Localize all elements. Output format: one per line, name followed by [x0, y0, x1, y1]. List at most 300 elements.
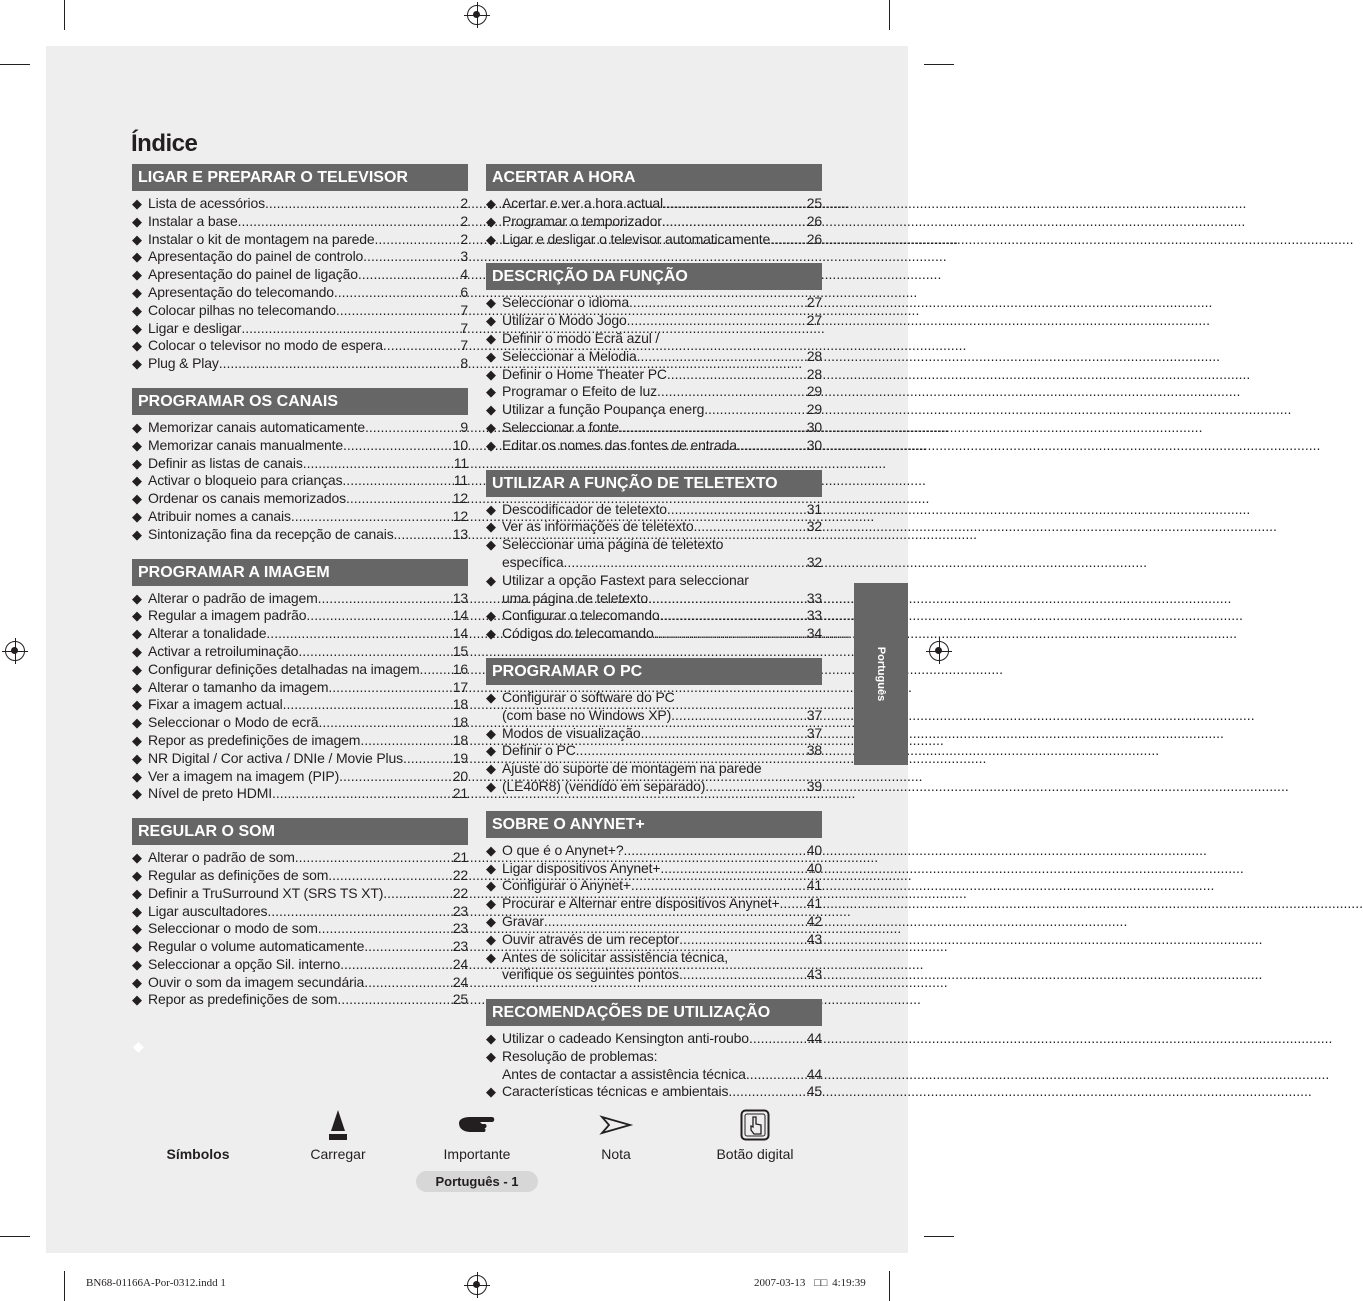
toc-entry-title: específica — [502, 553, 564, 570]
dot-leader — [619, 419, 806, 437]
toc-entry[interactable] — [132, 455, 468, 473]
toc-entry-title: Seleccionar o Modo de ecrã — [148, 714, 319, 731]
toc-section — [486, 263, 822, 454]
dot-leader — [265, 195, 459, 213]
toc-entry[interactable] — [486, 348, 822, 366]
symbol-one-touch — [685, 1108, 825, 1162]
toc-entry[interactable] — [132, 284, 468, 302]
dot-leader — [318, 714, 451, 732]
dot-leader — [660, 860, 805, 878]
toc-entry-title: Utilizar o cadeado Kensington anti-roubo — [502, 1030, 749, 1047]
toc-entry-title: Gravar — [502, 912, 544, 929]
bullet-icon: ◆ — [486, 689, 496, 705]
toc-entry[interactable] — [132, 696, 468, 714]
toc-entry-title: Sintonização fina da recepção de canais — [148, 525, 394, 542]
bullet-icon: ◆ — [486, 384, 496, 400]
toc-entry[interactable] — [486, 949, 822, 967]
toc-entry-title: Alterar o padrão de imagem — [148, 589, 318, 606]
dot-leader — [420, 661, 452, 679]
bullet-icon: ◆ — [132, 419, 142, 435]
toc-page-number: 18 — [452, 714, 468, 731]
print-slug-date — [754, 1277, 866, 1289]
toc-entry[interactable] — [132, 320, 468, 338]
toc-entry[interactable] — [132, 885, 468, 903]
toc-entry[interactable] — [132, 768, 468, 786]
toc-entry[interactable] — [486, 778, 822, 796]
bullet-icon: ◆ — [486, 231, 496, 247]
toc-entry[interactable] — [132, 419, 468, 437]
toc-entry-title: Características técnicas e ambientais — [502, 1083, 729, 1100]
toc-entry[interactable] — [486, 625, 822, 643]
toc-entry[interactable] — [132, 195, 468, 213]
toc-entry-title: Definir a TruSurround XT (SRS TS XT) — [148, 884, 384, 901]
toc-page-number: 11 — [453, 454, 468, 471]
toc-page-number: 9 — [460, 418, 468, 435]
toc-entry-title: Apresentação do painel de controlo — [148, 248, 364, 265]
toc-page-number: 40 — [806, 859, 822, 876]
toc-entry-title: Regular as definições de som — [148, 866, 329, 883]
bullet-icon: ◆ — [486, 537, 496, 553]
toc-page-number: 44 — [806, 1030, 822, 1047]
crop-mark — [924, 1236, 954, 1237]
bullet-icon: ◆ — [486, 295, 496, 311]
toc-page-number: 4 — [460, 266, 468, 283]
toc-entry-title: Acertar e ver a hora actual — [502, 195, 663, 211]
dot-leader — [728, 1083, 805, 1101]
toc-page-number: 37 — [806, 724, 822, 741]
bullet-icon: ◆ — [486, 1048, 496, 1064]
toc-page-number: 29 — [806, 383, 822, 400]
registration-mark-icon — [5, 641, 25, 661]
toc-left-column — [132, 164, 468, 1024]
toc-entry-title: Ver a imagem na imagem (PIP) — [148, 767, 340, 784]
bullet-icon: ◆ — [132, 715, 142, 731]
toc-entry[interactable] — [486, 966, 822, 984]
toc-page-number: 30 — [806, 436, 822, 453]
symbol-press — [268, 1108, 408, 1162]
toc-entry[interactable] — [132, 956, 468, 974]
toc-entry-title: Antes de contactar a assistência técnica — [502, 1065, 746, 1082]
one-touch-button-icon — [685, 1108, 825, 1142]
toc-page-number: 33 — [806, 589, 822, 606]
dot-leader — [708, 401, 806, 419]
toc-entry-title: Instalar o kit de montagem na parede — [148, 230, 375, 247]
toc-entry[interactable] — [486, 501, 822, 519]
dot-leader — [394, 526, 452, 544]
toc-entry-title: Activar a retroiluminação — [148, 642, 299, 659]
toc-entry-title: uma página de teletexto — [502, 589, 648, 606]
bullet-icon: ◆ — [132, 196, 142, 211]
dot-leader — [266, 625, 451, 643]
toc-entry-title: Configurar o Anynet+ — [502, 877, 631, 894]
toc-entry[interactable] — [486, 895, 822, 913]
symbols-legend — [0, 1108, 954, 1168]
bullet-icon: ◆ — [486, 501, 496, 517]
section-heading: LIGAR E PREPARAR O TELEVISOR — [132, 164, 468, 191]
toc-entry[interactable] — [486, 931, 822, 949]
toc-page-number: 2 — [460, 212, 468, 229]
toc-page-number: 18 — [452, 731, 468, 748]
bullet-icon: ◆ — [486, 348, 496, 364]
dot-leader — [364, 938, 452, 956]
dot-leader — [637, 348, 806, 366]
toc-entry-title: verifique os seguintes pontos — [502, 966, 679, 983]
language-tab — [854, 583, 908, 765]
toc-page-number: 34 — [806, 625, 822, 642]
toc-entry[interactable] — [486, 1066, 822, 1084]
toc-page-number: 16 — [452, 660, 468, 677]
dot-leader — [241, 320, 459, 338]
toc-entry[interactable] — [486, 401, 822, 419]
bullet-icon: ◆ — [132, 885, 142, 901]
dot-leader — [657, 383, 806, 401]
toc-entry[interactable] — [132, 526, 468, 544]
dot-leader — [219, 355, 460, 373]
toc-page-number: 44 — [806, 1065, 822, 1082]
toc-entry-title: (LE40R8) (vendido em separado) — [502, 777, 706, 794]
toc-entry-title: Repor as predefinições de imagem — [148, 731, 361, 748]
bullet-icon: ◆ — [486, 842, 496, 858]
bullet-icon: ◆ — [486, 419, 496, 435]
toc-entry-title: Lista de acessórios — [148, 195, 265, 211]
toc-entry[interactable] — [132, 750, 468, 768]
toc-entry[interactable] — [132, 266, 468, 284]
dot-leader — [342, 472, 452, 490]
toc-entry[interactable] — [486, 330, 822, 348]
toc-entry[interactable] — [486, 742, 822, 760]
toc-entry-title: Ordenar os canais memorizados — [148, 490, 346, 507]
dot-leader — [667, 366, 806, 384]
toc-entry[interactable] — [132, 607, 468, 625]
toc-page-number: 24 — [452, 955, 468, 972]
bullet-icon: ◆ — [486, 860, 496, 876]
toc-entry[interactable] — [132, 903, 468, 921]
toc-entry[interactable] — [132, 490, 468, 508]
toc-entry[interactable] — [486, 437, 822, 455]
toc-page-number: 23 — [452, 938, 468, 955]
bullet-icon: ◆ — [132, 491, 142, 507]
toc-entry[interactable] — [486, 725, 822, 743]
toc-entry-title: Fixar a imagem actual — [148, 696, 283, 713]
toc-entry-title: Alterar o tamanho da imagem — [148, 678, 329, 695]
dot-leader — [576, 742, 806, 760]
toc-entry[interactable] — [486, 842, 822, 860]
toc-entry-title: Seleccionar uma página de teletexto — [502, 536, 724, 553]
toc-entry-title: Ouvir através de um receptor — [502, 930, 680, 947]
toc-entry[interactable] — [486, 366, 822, 384]
toc-entry[interactable] — [486, 1030, 822, 1048]
toc-entry[interactable] — [132, 643, 468, 661]
toc-page-number: 8 — [460, 355, 468, 372]
toc-entry-title: Memorizar canais manualmente — [148, 436, 343, 453]
press-icon — [268, 1108, 408, 1142]
dot-leader — [667, 501, 806, 519]
toc-entry-title: Antes de solicitar assistência técnica, — [502, 948, 729, 965]
toc-entry[interactable] — [486, 294, 822, 312]
toc-entry[interactable] — [486, 760, 822, 778]
toc-entry[interactable] — [132, 732, 468, 750]
toc-page-number: 30 — [806, 418, 822, 435]
toc-entry-title: Procurar e Alternar entre dispositivos Anynet+ — [502, 895, 780, 912]
dot-leader — [627, 312, 806, 330]
toc-entry[interactable] — [132, 248, 468, 266]
toc-entry[interactable] — [132, 849, 468, 867]
toc-entry[interactable] — [486, 554, 822, 572]
toc-entry[interactable] — [486, 536, 822, 554]
dot-leader — [365, 419, 459, 437]
toc-entry[interactable] — [132, 679, 468, 697]
dot-leader — [318, 920, 452, 938]
bullet-icon: ◆ — [132, 939, 142, 955]
section-heading: SOBRE O ANYNET+ — [486, 811, 822, 838]
toc-entry-title: Ligar dispositivos Anynet+ — [502, 859, 661, 876]
dot-leader — [306, 607, 451, 625]
dot-leader — [363, 248, 459, 266]
section-heading: REGULAR O SOM — [132, 818, 468, 845]
toc-entry[interactable] — [486, 518, 822, 536]
dot-leader — [303, 455, 453, 473]
bullet-icon: ◆ — [132, 455, 142, 471]
toc-entry-title: Configurar o telecomando — [502, 607, 660, 624]
toc-entry[interactable] — [486, 383, 822, 401]
toc-right-column — [486, 164, 822, 1116]
dot-leader — [295, 849, 452, 867]
toc-entry[interactable] — [486, 572, 822, 590]
toc-page-number: 43 — [806, 930, 822, 947]
symbol-label: Botão digital — [716, 1146, 794, 1162]
toc-entry[interactable] — [486, 877, 822, 895]
toc-entry-title: Definir o modo Ecrã azul / — [502, 329, 660, 346]
toc-page-number: 7 — [460, 337, 468, 354]
toc-page-number: 23 — [452, 920, 468, 937]
print-slug-date-text: 2007-03-13 — [754, 1277, 806, 1289]
toc-entry[interactable] — [486, 689, 822, 707]
dot-leader — [679, 966, 806, 984]
toc-page-number: 26 — [806, 230, 822, 247]
toc-page-number: 2 — [460, 230, 468, 247]
toc-entry[interactable] — [132, 437, 468, 455]
dot-leader — [267, 903, 451, 921]
toc-page-number: 10 — [452, 436, 468, 453]
toc-entry-title: Seleccionar a Melodia — [502, 347, 637, 364]
print-slug-file: BN68-01166A-Por-0312.indd 1 — [86, 1277, 226, 1289]
toc-entry-title: Apresentação do painel de ligação — [148, 266, 358, 283]
toc-entry[interactable] — [132, 938, 468, 956]
dot-leader — [663, 195, 806, 213]
dot-leader — [272, 785, 452, 803]
toc-section — [486, 999, 822, 1101]
registration-mark-icon — [467, 1275, 487, 1295]
toc-page-number: 33 — [806, 607, 822, 624]
toc-entry-title: Resolução de problemas: — [502, 1047, 658, 1064]
print-slug-time: 4:19:39 — [832, 1277, 866, 1289]
toc-entry[interactable] — [486, 913, 822, 931]
dot-leader — [358, 266, 459, 284]
bullet-icon: ◆ — [132, 956, 142, 972]
crop-mark — [889, 0, 890, 30]
toc-entry-title: Ouvir o som da imagem secundária — [148, 973, 365, 990]
dot-leader — [648, 590, 806, 608]
crop-mark — [924, 64, 954, 65]
dot-leader — [780, 895, 806, 913]
section-heading: PROGRAMAR O PC — [486, 658, 822, 685]
toc-entry[interactable] — [132, 213, 468, 231]
dot-leader — [334, 284, 460, 302]
toc-section — [132, 818, 468, 1009]
bullet-icon: ◆ — [486, 743, 496, 759]
pointing-hand-icon — [407, 1108, 547, 1142]
dot-leader — [343, 437, 452, 455]
toc-entry-title: Ligar e desligar — [148, 319, 242, 336]
toc-page-number: 12 — [452, 507, 468, 524]
bullet-icon: ◆ — [132, 249, 142, 265]
bullet-icon: ◆ — [132, 850, 142, 866]
toc-entry[interactable] — [132, 867, 468, 885]
toc-page-number: 19 — [452, 749, 468, 766]
toc-entry-title: Regular o volume automaticamente — [148, 938, 365, 955]
toc-entry-title: Códigos do telecomando — [502, 625, 654, 642]
bullet-icon: ◆ — [132, 608, 142, 624]
toc-entry[interactable] — [132, 302, 468, 320]
bullet-icon: ◆ — [486, 626, 496, 642]
toc-page-number: 22 — [452, 866, 468, 883]
toc-entry[interactable] — [132, 508, 468, 526]
toc-entry-title: Utilizar o Modo Jogo — [502, 312, 627, 329]
toc-page-number: 12 — [452, 490, 468, 507]
section-heading: PROGRAMAR A IMAGEM — [132, 559, 468, 586]
toc-entry[interactable] — [132, 355, 468, 373]
dot-leader — [298, 643, 451, 661]
toc-page-number: 6 — [460, 283, 468, 300]
toc-entry[interactable] — [132, 974, 468, 992]
toc-entry-title: Ver as informações de teletexto — [502, 518, 694, 535]
bullet-icon: ◆ — [132, 643, 142, 659]
toc-entry-title: NR Digital / Cor activa / DNIe / Movie Plus — [148, 749, 403, 766]
toc-page-number: 43 — [806, 966, 822, 983]
bullet-icon: ◆ — [486, 931, 496, 947]
dot-leader — [375, 231, 460, 249]
toc-entry-title: Definir o Home Theater PC — [502, 365, 667, 382]
toc-page-number: 41 — [806, 895, 822, 912]
dot-leader — [238, 213, 460, 231]
toc-page-number: 32 — [806, 518, 822, 535]
toc-entry[interactable] — [132, 785, 468, 803]
toc-entry-title: Instalar a base — [148, 212, 238, 229]
toc-entry[interactable] — [486, 312, 822, 330]
bullet-mark: ◆ — [133, 1038, 144, 1054]
dot-leader — [737, 437, 806, 455]
toc-entry[interactable] — [486, 231, 822, 249]
bullet-icon: ◆ — [132, 697, 142, 713]
toc-entry-title: Regular a imagem padrão — [148, 607, 307, 624]
toc-entry-title: Activar o bloqueio para crianças — [148, 472, 343, 489]
bullet-icon: ◆ — [486, 196, 496, 211]
bullet-icon: ◆ — [486, 330, 496, 346]
toc-entry[interactable] — [132, 661, 468, 679]
toc-entry[interactable] — [486, 590, 822, 608]
toc-entry[interactable] — [486, 195, 822, 213]
toc-page-number: 38 — [806, 742, 822, 759]
toc-entry[interactable] — [132, 472, 468, 490]
bullet-icon: ◆ — [132, 903, 142, 919]
dot-leader — [705, 778, 805, 796]
toc-page-number: 29 — [806, 401, 822, 418]
dot-leader — [383, 885, 451, 903]
crop-mark — [0, 64, 30, 65]
bullet-icon: ◆ — [486, 896, 496, 912]
toc-entry-title: Configurar definições detalhadas na imagem — [148, 660, 420, 677]
toc-page-number: 28 — [806, 365, 822, 382]
toc-entry[interactable] — [132, 590, 468, 608]
toc-entry[interactable] — [486, 607, 822, 625]
toc-entry[interactable] — [486, 213, 822, 231]
bullet-icon: ◆ — [132, 231, 142, 247]
toc-entry[interactable] — [132, 231, 468, 249]
toc-page-number: 14 — [452, 625, 468, 642]
toc-entry-title: Alterar a tonalidade — [148, 625, 267, 642]
section-heading: RECOMENDAÇÕES DE UTILIZAÇÃO — [486, 999, 822, 1026]
toc-page-number: 27 — [806, 312, 822, 329]
dot-leader — [679, 931, 806, 949]
bullet-icon: ◆ — [132, 338, 142, 354]
toc-entry[interactable] — [486, 1083, 822, 1101]
bullet-icon: ◆ — [486, 725, 496, 741]
toc-entry-title: Seleccionar o modo de som — [148, 920, 318, 937]
toc-page-number: 27 — [806, 294, 822, 311]
dot-leader — [544, 913, 806, 931]
dot-leader — [564, 554, 806, 572]
toc-section — [486, 470, 822, 643]
dot-leader — [328, 867, 451, 885]
dot-leader — [640, 725, 805, 743]
toc-entry[interactable] — [486, 419, 822, 437]
bullet-icon: ◆ — [486, 913, 496, 929]
section-heading: UTILIZAR A FUNÇÃO DE TELETEXTO — [486, 470, 822, 497]
toc-entry-title: Ajuste do suporte de montagem na parede — [502, 760, 762, 777]
toc-section — [132, 388, 468, 544]
toc-page-number: 7 — [460, 319, 468, 336]
toc-entry[interactable] — [132, 991, 468, 1009]
toc-section — [132, 559, 468, 804]
bullet-icon: ◆ — [486, 366, 496, 382]
toc-entry-title: Plug & Play — [148, 355, 219, 372]
bullet-icon: ◆ — [486, 949, 496, 965]
toc-entry[interactable] — [486, 707, 822, 725]
dot-leader — [383, 337, 459, 355]
toc-entry[interactable] — [132, 625, 468, 643]
toc-entry[interactable] — [132, 714, 468, 732]
toc-page-number: 13 — [452, 589, 468, 606]
toc-entry[interactable] — [132, 920, 468, 938]
bullet-icon: ◆ — [132, 437, 142, 453]
crop-mark — [64, 1271, 65, 1301]
crop-mark — [0, 1236, 30, 1237]
toc-entry[interactable] — [132, 337, 468, 355]
toc-entry-title: O que é o Anynet+? — [502, 841, 624, 858]
bullet-icon: ◆ — [132, 974, 142, 990]
toc-page-number: 14 — [452, 607, 468, 624]
toc-entry[interactable] — [486, 860, 822, 878]
dot-leader — [770, 231, 806, 249]
bullet-icon: ◆ — [486, 519, 496, 535]
bullet-icon: ◆ — [132, 508, 142, 524]
toc-page-number: 2 — [460, 195, 468, 211]
toc-entry[interactable] — [486, 1048, 822, 1066]
toc-entry-title: Seleccionar o idioma — [502, 294, 629, 311]
bullet-icon: ◆ — [486, 608, 496, 624]
toc-page-number: 25 — [452, 991, 468, 1008]
toc-entry-title: Nível de preto HDMI — [148, 785, 272, 802]
